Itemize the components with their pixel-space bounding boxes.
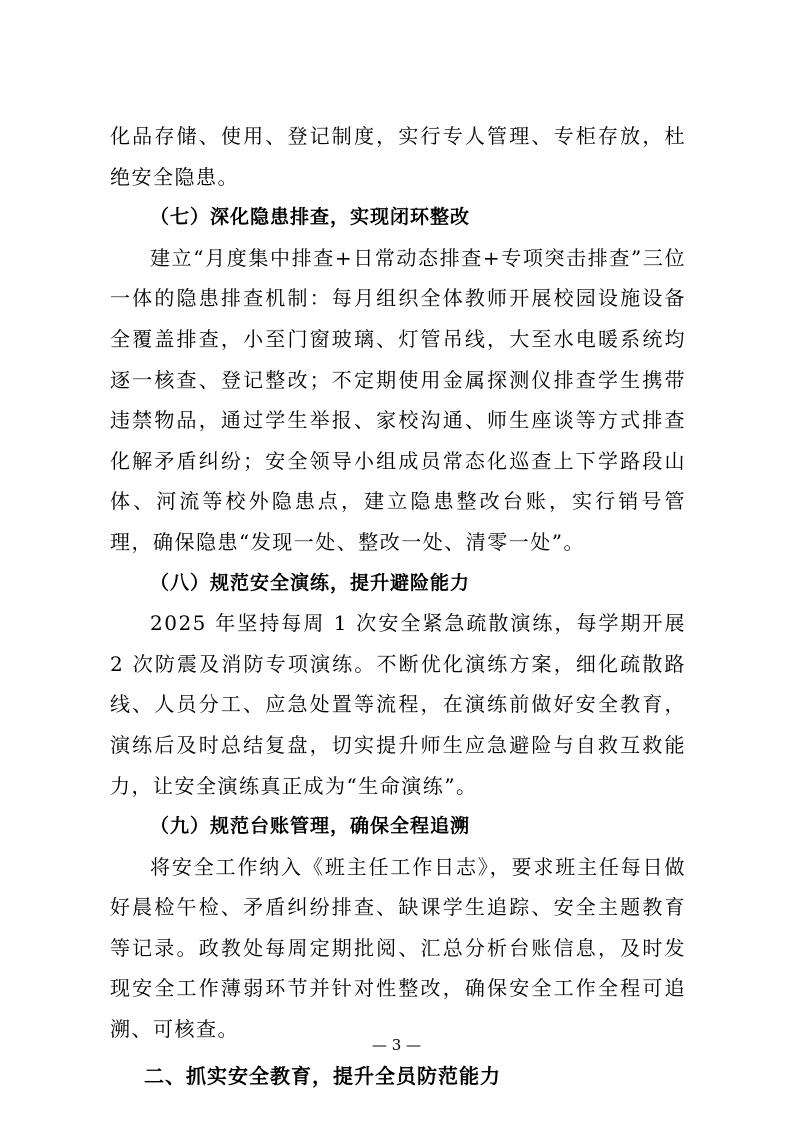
paragraph-nine: 将安全工作纳入《班主任工作日志》，要求班主任每日做好晨检午检、矛盾纠纷排查、缺课学生追踪、安全主题教育等记录。政教处每周定期批阅、汇总分析台账信息，及时发现安全工作薄弱环节并针对性整改，确保安全工作全程可追溯、可核查。 xyxy=(110,854,686,1042)
paragraph-continuation: 化品存储、使用、登记制度，实行专人管理、专柜存放，杜绝安全隐患。 xyxy=(110,124,686,189)
section-heading-two: 二、抓实安全教育，提升全员防范能力 xyxy=(144,1063,501,1088)
subheading-nine: （九）规范台账管理，确保全程追溯 xyxy=(150,815,471,838)
paragraph-seven: 建立“月度集中排查+日常动态排查+专项突击排查”三位一体的隐患排查机制：每月组织全体教师开展校园设施设备全覆盖排查，小至门窗玻璃、灯管吊线，大至水电暖系统均逐一核查、登记整改；不定期使用金属探测仪排查学生携带违禁物品，通过学生举报、家校沟通、师生座谈等方式排查化解矛盾纠纷；安全领导小组成员常态化巡查上下学路段山体、河流等校外隐患点，建立隐患整改台账，实行销号管理，确保隐患“发现一处、整改一处、清零一处”。 xyxy=(110,245,686,554)
subheading-seven: （七）深化隐患排查，实现闭环整改 xyxy=(150,206,471,229)
document-body xyxy=(110,116,686,1102)
page-number: — 3 — xyxy=(371,1036,422,1054)
paragraph-eight: 2025 年坚持每周 1 次安全紧急疏散演练，每学期开展 2 次防震及消防专项演练。不断优化演练方案，细化疏散路线、人员分工、应急处置等流程，在演练前做好安全教育，演练后及时总结复盘，切实提升师生应急避险与自救互救能力，让安全演练真正成为“生命演练”。 xyxy=(110,611,686,798)
subheading-eight: （八）规范安全演练，提升避险能力 xyxy=(150,571,471,594)
